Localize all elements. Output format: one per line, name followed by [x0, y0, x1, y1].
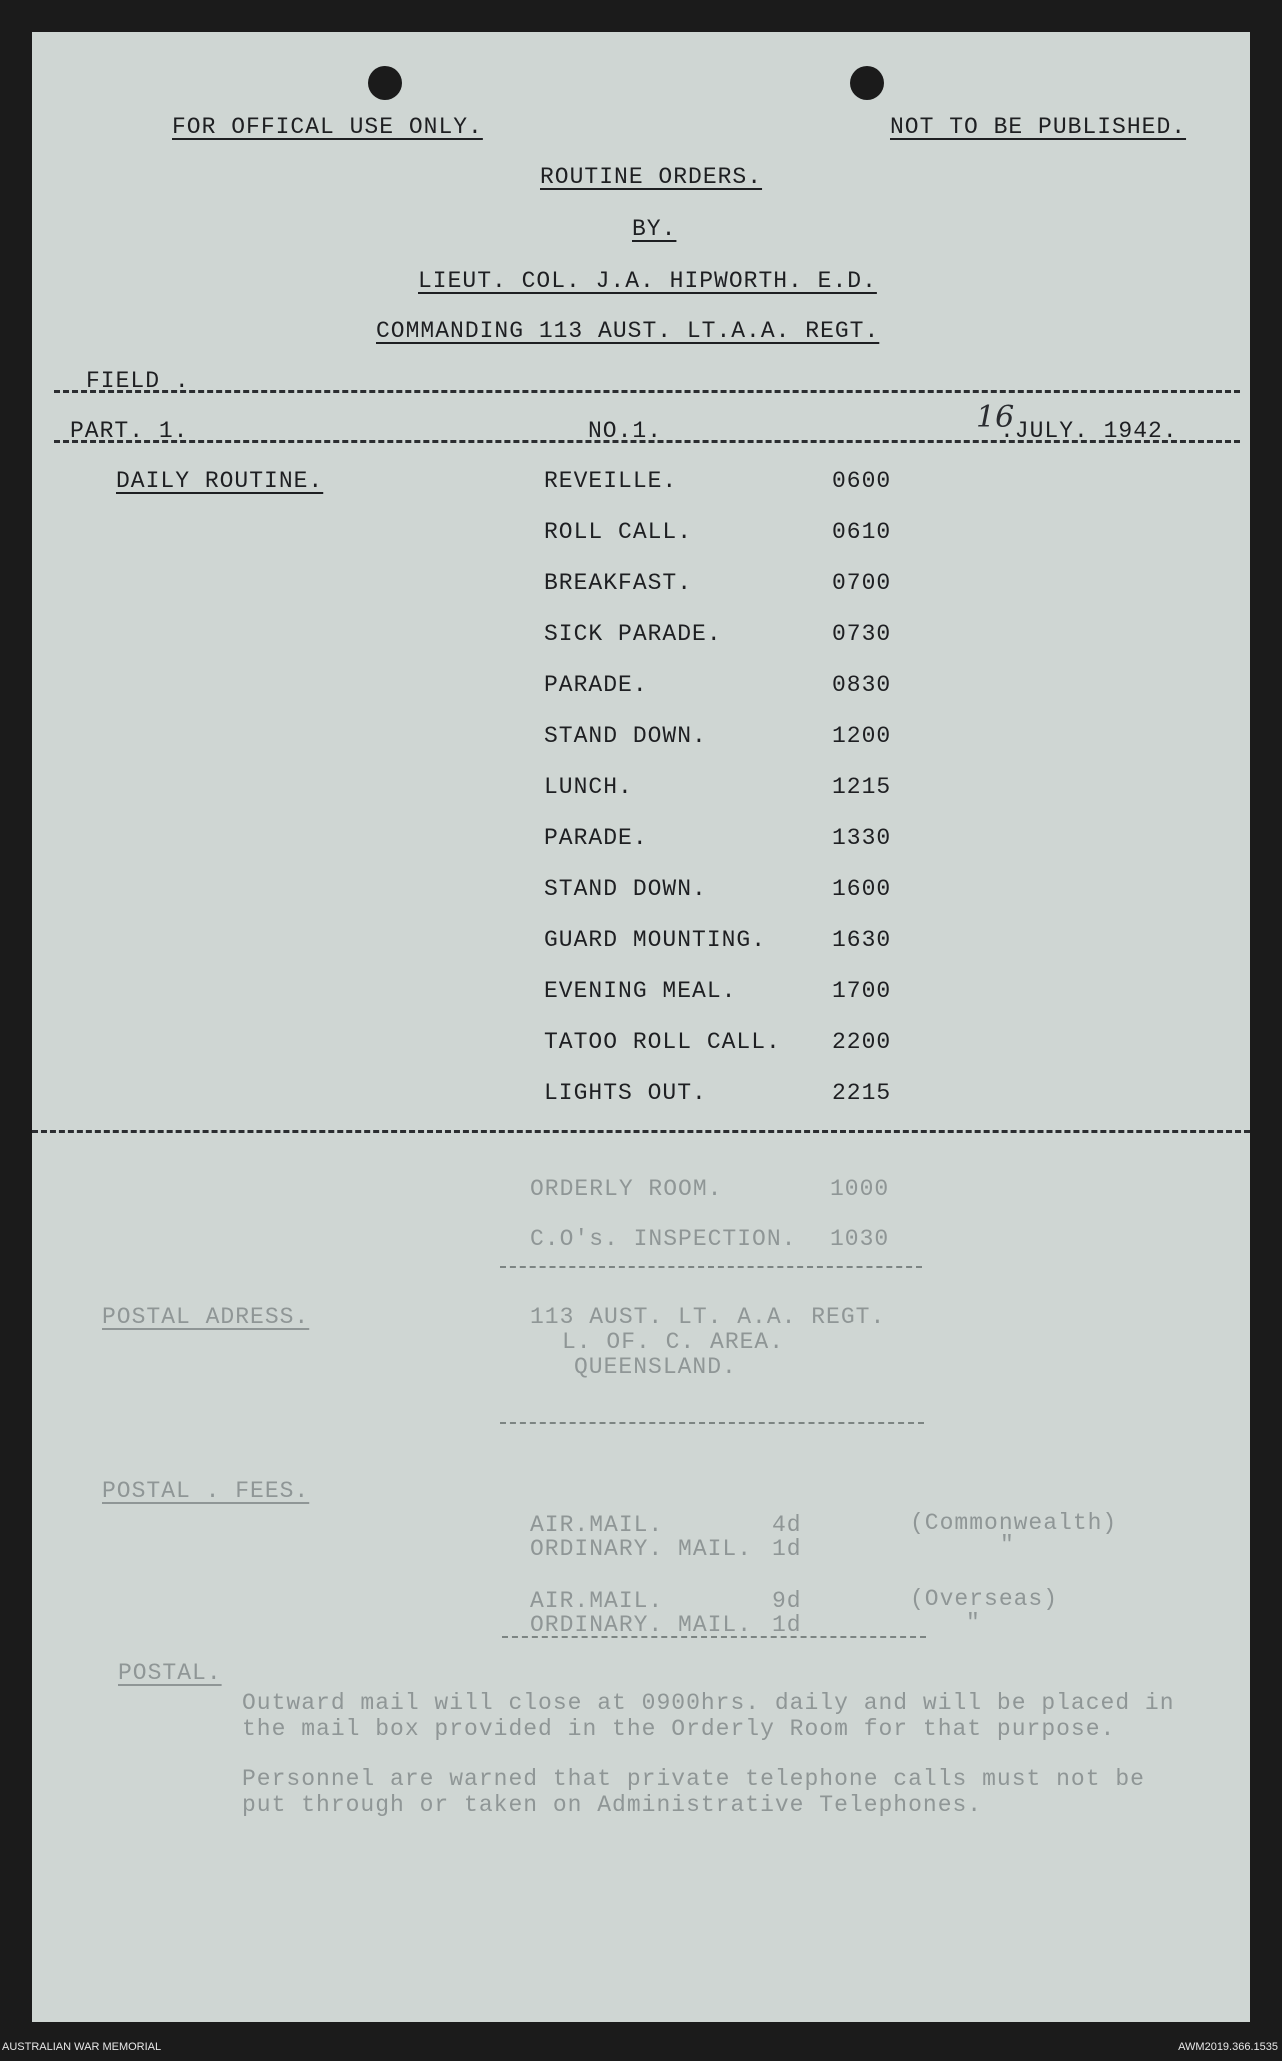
fee-air-mail-amount: 4d	[772, 1512, 802, 1538]
inspection-label: C.O's. INSPECTION.	[530, 1226, 797, 1252]
order-number: NO.1.	[588, 418, 663, 444]
orderly-room-label: ORDERLY ROOM.	[530, 1176, 723, 1202]
routine-item-label: SICK PARADE.	[544, 621, 722, 647]
fee-overseas-note: (Overseas)	[910, 1586, 1059, 1612]
divider-fees	[502, 1636, 926, 1638]
document-page	[32, 32, 1250, 2022]
routine-item-label: ROLL CALL.	[544, 519, 693, 545]
orderly-room-time: 1000	[830, 1176, 890, 1202]
routine-item-label: PARADE.	[544, 672, 648, 698]
divider-inspection	[500, 1266, 922, 1268]
routine-item-time: 0700	[832, 570, 892, 596]
routine-item-time: 0730	[832, 621, 892, 647]
postal-mail-closing-paragraph: Outward mail will close at 0900hrs. daily and will be placed in the mail box provided in the Orderly Room for that purpose.	[242, 1690, 1175, 1742]
divider-address	[500, 1422, 924, 1424]
divider-routine	[32, 1130, 1250, 1133]
routine-item-time: 0600	[832, 468, 892, 494]
fee-ordinary-mail-label: ORDINARY. MAIL.	[530, 1536, 753, 1562]
routine-item-label: REVEILLE.	[544, 468, 678, 494]
postal-heading: POSTAL.	[118, 1660, 222, 1686]
divider-part	[54, 440, 1240, 443]
routine-item-label: TATOO ROLL CALL.	[544, 1029, 781, 1055]
routine-item-label: LUNCH.	[544, 774, 633, 800]
postal-address-line2: L. OF. C. AREA.	[562, 1329, 785, 1355]
routine-item-label: STAND DOWN.	[544, 723, 707, 749]
title-officer: LIEUT. COL. J.A. HIPWORTH. E.D.	[418, 268, 877, 294]
fee-ordinary-mail-amount: 1d	[772, 1612, 802, 1638]
routine-item-time: 1630	[832, 927, 892, 953]
fee-air-mail-label: AIR.MAIL.	[530, 1588, 664, 1614]
routine-item-time: 1215	[832, 774, 892, 800]
fee-air-mail-amount: 9d	[772, 1588, 802, 1614]
postal-address-line3: QUEENSLAND.	[574, 1354, 737, 1380]
routine-item-label: PARADE.	[544, 825, 648, 851]
routine-item-time: 1200	[832, 723, 892, 749]
divider-top	[54, 390, 1240, 393]
postal-telephone-paragraph: Personnel are warned that private telephone calls must not be put through or taken on Administrative Telephones.	[242, 1766, 1145, 1818]
routine-item-time: 1700	[832, 978, 892, 1004]
postal-fees-heading: POSTAL . FEES.	[102, 1478, 310, 1504]
title-by: BY.	[632, 216, 677, 242]
footer-source: AUSTRALIAN WAR MEMORIAL	[2, 2041, 162, 2053]
punch-hole-right	[850, 66, 884, 100]
routine-item-label: EVENING MEAL.	[544, 978, 737, 1004]
routine-item-time: 1600	[832, 876, 892, 902]
postal-address-line1: 113 AUST. LT. A.A. REGT.	[530, 1304, 886, 1330]
routine-item-label: STAND DOWN.	[544, 876, 707, 902]
routine-item-time: 1330	[832, 825, 892, 851]
routine-item-time: 0610	[832, 519, 892, 545]
ditto-mark: "	[966, 1610, 981, 1636]
handwritten-day: 16	[976, 400, 1015, 435]
fee-ordinary-mail-amount: 1d	[772, 1536, 802, 1562]
fee-commonwealth-note: (Commonwealth)	[910, 1510, 1118, 1536]
fee-ordinary-mail-label: ORDINARY. MAIL.	[530, 1612, 753, 1638]
punch-hole-left	[368, 66, 402, 100]
title-routine-orders: ROUTINE ORDERS.	[540, 164, 763, 190]
header-restriction-left: FOR OFFICAL USE ONLY.	[172, 114, 483, 140]
routine-item-time: 2200	[832, 1029, 892, 1055]
order-date: .JULY. 1942.	[1000, 418, 1178, 444]
ditto-mark: "	[1000, 1532, 1015, 1558]
routine-item-label: BREAKFAST.	[544, 570, 693, 596]
footer-reference: AWM2019.366.1535	[1178, 2041, 1278, 2053]
inspection-time: 1030	[830, 1226, 890, 1252]
field-label: FIELD .	[86, 368, 190, 394]
routine-item-label: LIGHTS OUT.	[544, 1080, 707, 1106]
part-label: PART. 1.	[70, 418, 189, 444]
routine-item-time: 0830	[832, 672, 892, 698]
fee-air-mail-label: AIR.MAIL.	[530, 1512, 664, 1538]
title-command: COMMANDING 113 AUST. LT.A.A. REGT.	[376, 318, 880, 344]
postal-address-heading: POSTAL ADRESS.	[102, 1304, 310, 1330]
routine-item-label: GUARD MOUNTING.	[544, 927, 767, 953]
header-restriction-right: NOT TO BE PUBLISHED.	[890, 114, 1187, 140]
daily-routine-heading: DAILY ROUTINE.	[116, 468, 324, 494]
routine-item-time: 2215	[832, 1080, 892, 1106]
